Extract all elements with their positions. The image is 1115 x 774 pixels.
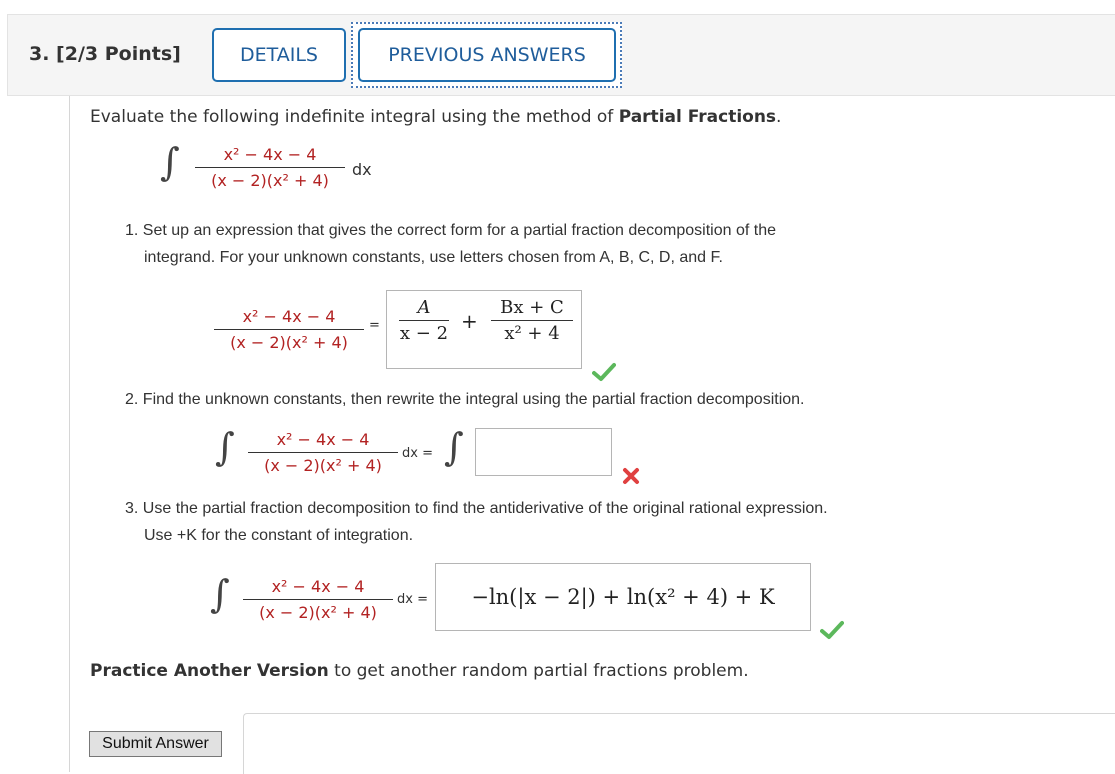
term1-numerator: A (417, 297, 431, 318)
fraction-bar (214, 329, 364, 330)
step2-denominator: (x − 2)(x² + 4) (264, 456, 382, 475)
term2-numerator: Bx + C (500, 297, 564, 318)
step2-dx-equals: dx = (402, 446, 433, 461)
step3-answer-input[interactable] (435, 563, 811, 631)
fraction-bar (243, 599, 393, 600)
practice-text: to get another random partial fractions problem. (328, 661, 749, 681)
integral-sign-icon: ∫ (444, 425, 464, 469)
intro-text-after: . (776, 107, 782, 127)
step3-line1: 3. Use the partial fraction decomposition to find the antiderivative of the original rational expression. (125, 500, 828, 517)
main-numerator: x² − 4x − 4 (223, 145, 317, 164)
step1-lhs-numerator: x² − 4x − 4 (242, 307, 336, 326)
step1-line2: integrand. For your unknown constants, use letters chosen from A, B, C, D, and F. (144, 249, 723, 266)
submit-answer-button[interactable]: Submit Answer (89, 731, 222, 757)
step2-answer-input[interactable] (475, 428, 612, 476)
details-button[interactable]: DETAILS (212, 28, 346, 82)
step3-line2: Use +K for the constant of integration. (144, 527, 414, 544)
step2-numerator: x² − 4x − 4 (276, 430, 370, 449)
fraction-bar (491, 320, 573, 321)
intro-bold: Partial Fractions (618, 107, 777, 127)
intro-text-before: Evaluate the following indefinite integral using the method of (90, 107, 619, 127)
term1-fraction (399, 297, 449, 344)
step1-answer-box[interactable] (386, 290, 582, 369)
step1-text (125, 217, 776, 271)
step3-denominator: (x − 2)(x² + 4) (259, 603, 377, 622)
step2-integrand (248, 430, 398, 475)
fraction-bar (248, 452, 398, 453)
correct-check-icon (592, 362, 616, 382)
practice-link[interactable]: Practice Another Version (90, 661, 329, 681)
step1-lhs-denominator: (x − 2)(x² + 4) (230, 333, 348, 352)
step3-dx-equals: dx = (397, 592, 428, 607)
step3-text (125, 495, 828, 549)
correct-check-icon (820, 620, 844, 640)
integral-sign-icon: ∫ (160, 140, 180, 184)
main-dx: dx (352, 160, 372, 179)
integral-sign-icon: ∫ (210, 572, 230, 616)
integral-sign-icon: ∫ (215, 425, 235, 469)
term2-denominator: x² + 4 (504, 323, 560, 344)
practice-another-version (90, 661, 749, 681)
main-denominator: (x − 2)(x² + 4) (211, 171, 329, 190)
plus-sign: + (461, 309, 478, 333)
main-integrand (195, 145, 345, 190)
step3-integrand (243, 577, 393, 622)
incorrect-x-icon (622, 467, 640, 485)
step1-equals: = (369, 318, 380, 333)
step3-numerator: x² − 4x − 4 (271, 577, 365, 596)
fraction-bar (399, 320, 449, 321)
term2-fraction (491, 297, 573, 344)
previous-answers-button[interactable]: PREVIOUS ANSWERS (358, 28, 616, 82)
step1-line1: 1. Set up an expression that gives the correct form for a partial fraction decomposition of the (125, 222, 777, 239)
step1-lhs (214, 307, 364, 352)
submit-area (243, 713, 1115, 774)
fraction-bar (195, 167, 345, 168)
term1-denominator: x − 2 (399, 323, 449, 344)
question-number: 3. [2/3 Points] (29, 43, 181, 65)
step3-answer-value: −ln(|x − 2|) + ln(x² + 4) + K (471, 585, 775, 609)
step2-text: 2. Find the unknown constants, then rewrite the integral using the partial fraction decomposition. (125, 391, 805, 408)
intro-text (90, 107, 781, 127)
